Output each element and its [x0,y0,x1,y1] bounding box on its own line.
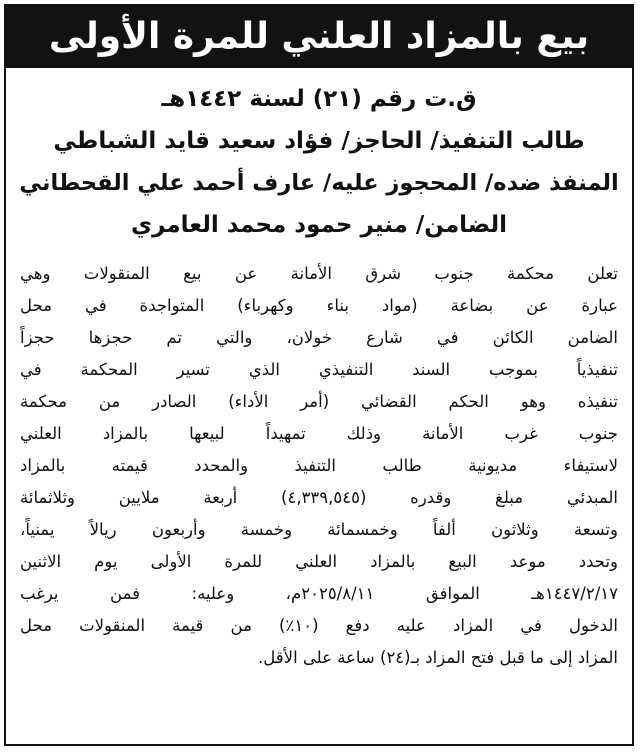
body-line: المبدئي مبلغ وقدره (٤,٣٣٩,٥٤٥) أربعة ملايين وثلاثمائة [20,488,618,507]
notice-title: بيع بالمزاد العلني للمرة الأولى [6,6,632,68]
body-line: ١٤٤٧/٢/١٧هـ الموافق ٢٠٢٥/٨/١١م، وعليه: فمن يرغب [20,584,618,603]
body-line: المزاد إلى ما قبل فتح المزاد بـ(٢٤) ساعة على الأقل. [258,648,618,667]
notice-body [20,258,618,674]
body-line: تنفيذياً بموجب السند التنفيذي الذي تسير المحكمة في [20,360,618,379]
body-line: وتسعة وثلاثون ألفاً وخمسمائة وخمسة وأربعون ريالاً يمنياً، [20,520,618,539]
guarantor: الضامن/ منير حمود محمد العامري [130,212,508,238]
body-line: عبارة عن بضاعة (مواد بناء وكهرباء) المتواجدة في محل [20,296,618,315]
body-line: تنفيذه وهو الحكم القضائي (أمر الأداء) الصادر من محكمة [20,392,618,411]
case-details [16,78,622,246]
body-line: جنوب غرب الأمانة وذلك تمهيداً لبيعها بالمزاد العلني [20,424,618,443]
enforcement-requester: طالب التنفيذ/ الحاجز/ فؤاد سعيد قايد الشباطي [53,128,585,154]
body-line: لاستيفاء مديونية طالب التنفيذ والمحدد قيمته بالمزاد [20,456,618,475]
body-line: الضامن الكائن في شارع خولان، والتي تم حجزها حجزاً [20,328,618,347]
enforced-against: المنفذ ضده/ المحجوز عليه/ عارف أحمد علي القحطاني [19,170,619,196]
body-line: تعلن محكمة جنوب شرق الأمانة عن بيع المنقولات وهي [20,264,618,283]
body-line: وتحدد موعد البيع بالمزاد العلني للمرة الأولى يوم الاثنين [20,552,618,571]
case-number: ق.ت رقم (٢١) لسنة ١٤٤٢هـ [161,86,477,112]
body-line: الدخول في المزاد عليه دفع (١٠٪) من قيمة المنقولات محل [20,616,618,635]
auction-notice [4,4,634,746]
